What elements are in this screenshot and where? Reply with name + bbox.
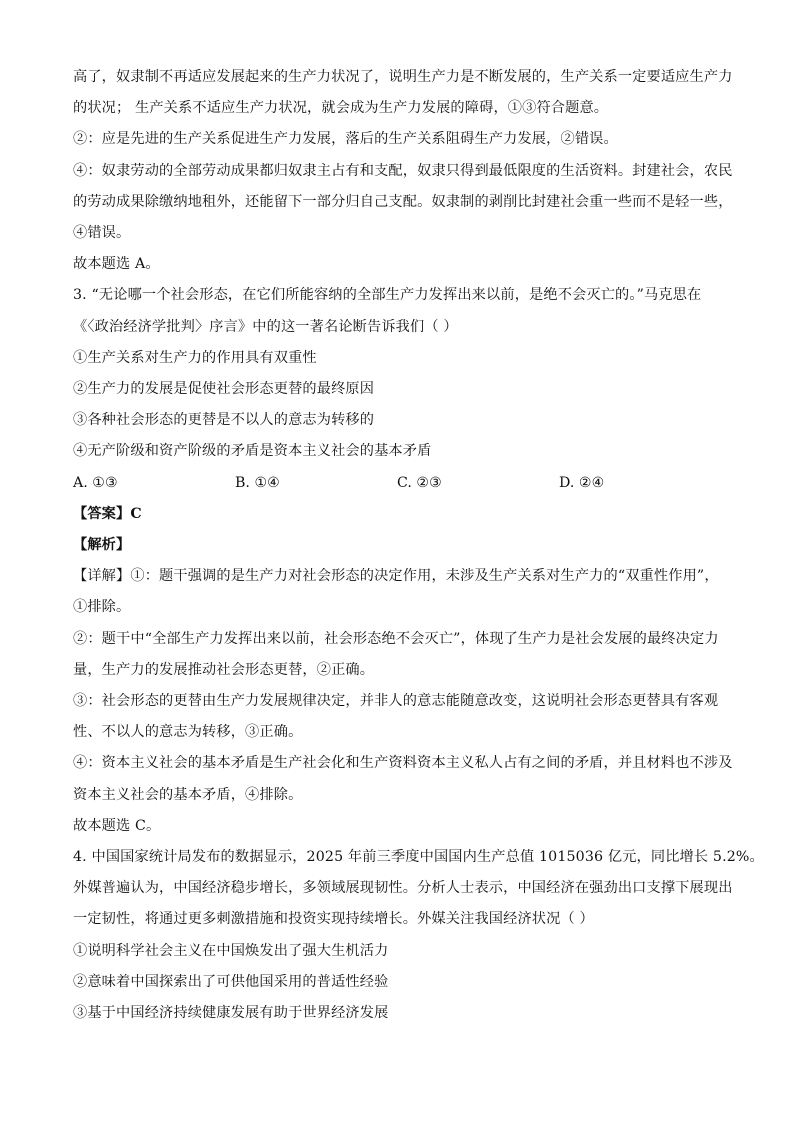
answer-options bbox=[73, 468, 724, 499]
statement-item: ①说明科学社会主义在中国焕发出了强大生机活力 bbox=[73, 942, 389, 959]
statement-item: ④无产阶级和资产阶级的矛盾是资本主义社会的基本矛盾 bbox=[73, 443, 432, 460]
statement-item: ②意味着中国探索出了可供他国采用的普适性经验 bbox=[73, 973, 389, 990]
option-b: B. ①④ bbox=[235, 474, 280, 491]
detail-line: 资本主义社会的基本矛盾，④排除。 bbox=[73, 786, 303, 803]
option-c: C. ②③ bbox=[397, 474, 442, 491]
text-line: ④错误。 bbox=[73, 225, 131, 242]
question-stem-line: 4. 中国国家统计局发布的数据显示，2025 年前三季度中国国内生产总值 1015036 亿元，同比增长 5.2%。 bbox=[73, 849, 764, 866]
detail-line: ④：资本主义社会的基本矛盾是生产社会化和生产资料资本主义私人占有之间的矛盾，并且材料也不涉及 bbox=[73, 755, 733, 772]
conclusion-line: 故本题选 A。 bbox=[73, 256, 160, 273]
detail-line: ②：题干中“全部生产力发挥出来以前，社会形态绝不会灭亡”，体现了生产力是社会发展的最终决定力 bbox=[73, 630, 719, 647]
detail-line: ①排除。 bbox=[73, 599, 131, 616]
text-line: 高了，奴隶制不再适应发展起来的生产力状况了，说明生产力是不断发展的，生产关系一定要适应生产力 bbox=[73, 69, 733, 85]
text-line: ②：应是先进的生产关系促进生产力发展，落后的生产关系阻碍生产力发展，②错误。 bbox=[73, 131, 618, 148]
analysis-label: 【解析】 bbox=[73, 537, 131, 554]
question-stem-line: 一定韧性，将通过更多刺激措施和投资实现持续增长。外媒关注我国经济状况（ ） bbox=[73, 911, 594, 928]
question-3 bbox=[73, 280, 733, 842]
detail-line: 量，生产力的发展推动社会形态更替，②正确。 bbox=[73, 661, 375, 678]
detail-line: 性、不以人的意志为转移，③正确。 bbox=[73, 724, 303, 741]
statement-item: ①生产关系对生产力的作用具有双重性 bbox=[73, 349, 317, 366]
statement-item: ②生产力的发展是促使社会形态更替的最终原因 bbox=[73, 381, 375, 398]
conclusion-line: 故本题选 C。 bbox=[73, 817, 161, 834]
option-d: D. ②④ bbox=[559, 474, 605, 491]
text-line: 的状况； 生产关系不适应生产力状况，就会成为生产力发展的障碍，①③符合题意。 bbox=[73, 100, 609, 117]
detail-line: 【详解】①：题干强调的是生产力对社会形态的决定作用，未涉及生产关系对生产力的“双重性作用”， bbox=[73, 568, 719, 585]
statement-item: ③各种社会形态的更替是不以人的意志为转移的 bbox=[73, 412, 375, 429]
statement-item: ③基于中国经济持续健康发展有助于世界经济发展 bbox=[73, 1005, 389, 1022]
detail-line: ③：社会形态的更替由生产力发展规律决定，并非人的意志能随意改变，这说明社会形态更替具有客观 bbox=[73, 693, 719, 710]
prev-question-analysis bbox=[73, 62, 733, 280]
question-4 bbox=[73, 842, 764, 1029]
text-line: 的劳动成果除缴纳地租外，还能留下一部分归自己支配。奴隶制的剥削比封建社会重一些而不是轻一些， bbox=[73, 193, 733, 210]
question-stem-line: 3. “无论哪一个社会形态，在它们所能容纳的全部生产力发挥出来以前，是绝不会灭亡的。”马克思在 bbox=[73, 287, 702, 304]
answer-label: 【答案】C bbox=[73, 505, 142, 522]
question-stem-line: 外媒普遍认为，中国经济稳步增长，多领域展现韧性。分析人士表示，中国经济在强劲出口支撑下展现出 bbox=[73, 880, 733, 897]
text-line: ④：奴隶劳动的全部劳动成果都归奴隶主占有和支配，奴隶只得到最低限度的生活资料。封建社会，农民 bbox=[73, 162, 733, 179]
option-a: A. ①③ bbox=[73, 474, 118, 491]
question-stem-line: 《〈政治经济学批判〉序言》中的这一著名论断告诉我们（ ） bbox=[73, 318, 458, 335]
